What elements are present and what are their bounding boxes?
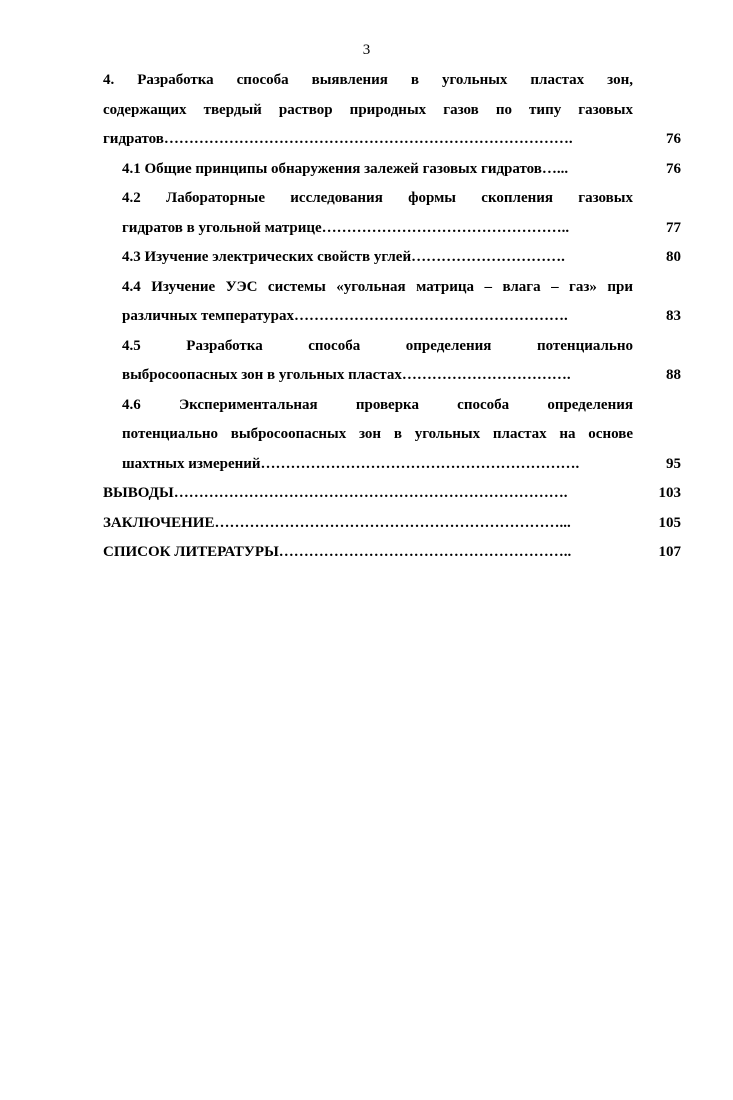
toc-entry-4-6[interactable] [122, 391, 681, 480]
toc-entry-conclusions[interactable] [103, 479, 681, 509]
toc-entry-4-5[interactable] [122, 332, 681, 391]
toc-line: различных температурах………………………………………………. [122, 308, 568, 324]
toc-line: ВЫВОДЫ……………………………………………………………………. [103, 485, 568, 501]
toc-page-number: 76 [666, 131, 681, 147]
toc-line: 4.2 Лабораторные исследования формы скопления газовых [122, 190, 633, 206]
table-of-contents [103, 66, 681, 568]
toc-entry-summary[interactable] [103, 509, 681, 539]
toc-entry-4-3[interactable] [122, 243, 681, 273]
toc-entry-4-2[interactable] [122, 184, 681, 243]
toc-line: 4.5 Разработка способа определения потенциально [122, 337, 633, 354]
toc-line: 4.4 Изучение УЭС системы «угольная матрица – влага – газ» при [122, 278, 633, 295]
toc-line: 4.1 Общие принципы обнаружения залежей газовых гидратов…... [122, 160, 569, 177]
toc-page-number: 80 [666, 249, 681, 265]
toc-line: гидратов………………………………………………………………………. [103, 131, 573, 147]
toc-line: гидратов в угольной матрице………………………………………….. [122, 219, 570, 236]
toc-page-number: 88 [666, 367, 681, 383]
toc-page-number: 107 [658, 544, 681, 560]
toc-page-number: 77 [666, 219, 681, 236]
toc-page-number: 76 [666, 160, 681, 177]
toc-line: 4.3 Изучение электрических свойств углей…………………………. [122, 249, 565, 265]
toc-line: потенциально выбросоопасных зон в угольных пластах на основе [122, 426, 633, 442]
toc-page-number: 103 [658, 485, 681, 501]
toc-line: 4.6 Экспериментальная проверка способа определения [122, 396, 633, 413]
toc-line: содержащих твердый раствор природных газов по типу газовых [103, 101, 633, 118]
toc-entry-chapter-4[interactable] [103, 66, 681, 155]
toc-entry-4-1[interactable] [122, 155, 681, 185]
toc-line: 4. Разработка способа выявления в угольных пластах зон, [103, 72, 633, 88]
toc-line: выбросоопасных зон в угольных пластах……………………………. [122, 367, 571, 383]
page-number: 3 [362, 42, 371, 58]
toc-page-number: 105 [658, 514, 681, 531]
toc-page-number: 95 [666, 455, 681, 472]
toc-page-number: 83 [666, 308, 681, 324]
toc-line: шахтных измерений………………………………………………………. [122, 455, 580, 472]
toc-line: СПИСОК ЛИТЕРАТУРЫ………………………………………………….. [103, 544, 572, 560]
toc-line: ЗАКЛЮЧЕНИЕ……………………………………………………………... [103, 514, 571, 531]
toc-entry-references[interactable] [103, 538, 681, 568]
toc-entry-4-4[interactable] [122, 273, 681, 332]
